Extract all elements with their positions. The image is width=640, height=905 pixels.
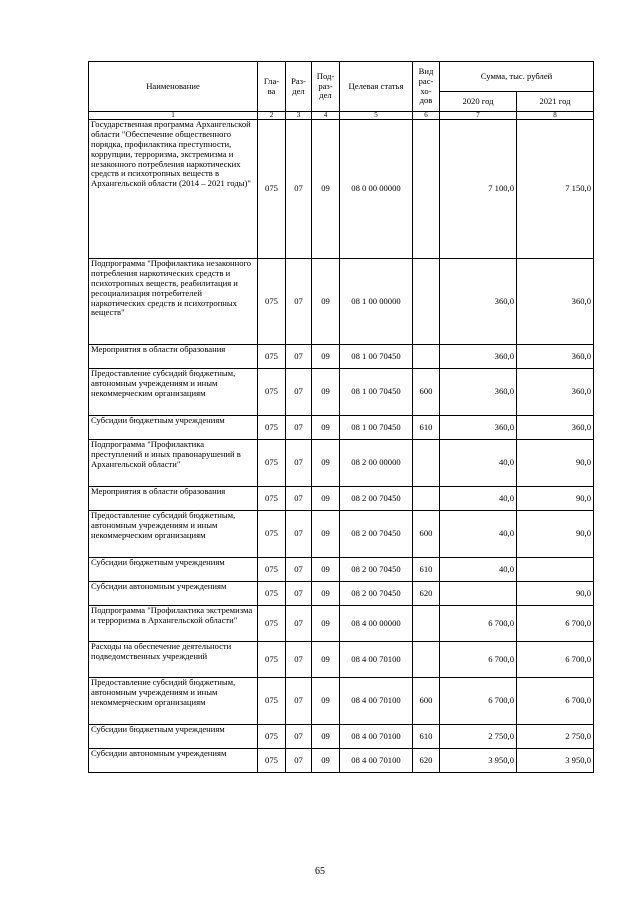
col-num: 7 [440,112,517,120]
cell-name: Предоставление субсидий бюджетным, автономным учреждениям и иным некоммерческим организациям [89,369,258,416]
cell-podrazdel: 09 [312,369,340,416]
cell-razdel: 07 [286,511,312,558]
cell-glava: 075 [258,369,286,416]
table-row [89,440,594,487]
cell-vid: 600 [413,369,440,416]
table-row [89,369,594,416]
cell-name: Мероприятия в области образования [89,345,258,369]
cell-target: 08 0 00 00000 [340,120,413,259]
cell-glava: 075 [258,120,286,259]
header-glava: Гла-ва [258,62,286,112]
cell-target: 08 1 00 70450 [340,416,413,440]
table-row [89,606,594,642]
col-num: 3 [286,112,312,120]
cell-y2021: 6 700,0 [517,678,594,725]
header-2021: 2021 год [517,92,594,112]
table-row [89,725,594,749]
cell-podrazdel: 09 [312,749,340,773]
cell-y2021: 90,0 [517,582,594,606]
cell-vid: 610 [413,725,440,749]
cell-vid: 610 [413,558,440,582]
table-row [89,582,594,606]
cell-vid [413,440,440,487]
cell-razdel: 07 [286,606,312,642]
cell-podrazdel: 09 [312,725,340,749]
cell-razdel: 07 [286,440,312,487]
cell-razdel: 07 [286,487,312,511]
cell-target: 08 1 00 00000 [340,259,413,345]
cell-y2020: 360,0 [440,259,517,345]
cell-vid [413,606,440,642]
cell-target: 08 2 00 70450 [340,511,413,558]
cell-glava: 075 [258,642,286,678]
cell-vid [413,487,440,511]
table-row [89,511,594,558]
cell-name: Субсидии бюджетным учреждениям [89,725,258,749]
col-num: 2 [258,112,286,120]
cell-y2021: 7 150,0 [517,120,594,259]
table-row [89,487,594,511]
cell-y2021: 2 750,0 [517,725,594,749]
cell-razdel: 07 [286,345,312,369]
cell-y2021: 6 700,0 [517,606,594,642]
cell-y2020: 6 700,0 [440,678,517,725]
page-number: 65 [315,866,325,877]
cell-razdel: 07 [286,120,312,259]
cell-vid: 610 [413,416,440,440]
cell-target: 08 2 00 70450 [340,582,413,606]
header-2020: 2020 год [440,92,517,112]
cell-name: Мероприятия в области образования [89,487,258,511]
col-num: 5 [340,112,413,120]
cell-y2020: 360,0 [440,369,517,416]
header-sum: Сумма, тыс. рублей [440,62,594,92]
col-num: 6 [413,112,440,120]
cell-glava: 075 [258,725,286,749]
cell-y2021: 360,0 [517,416,594,440]
cell-glava: 075 [258,511,286,558]
cell-name: Подпрограмма "Профилактика экстремизма и терроризма в Архангельской области" [89,606,258,642]
cell-target: 08 4 00 70100 [340,749,413,773]
cell-name: Субсидии бюджетным учреждениям [89,416,258,440]
cell-razdel: 07 [286,416,312,440]
header-vid: Вид рас-хо-дов [413,62,440,112]
cell-podrazdel: 09 [312,642,340,678]
cell-y2020: 7 100,0 [440,120,517,259]
table-body [89,120,594,773]
cell-razdel: 07 [286,558,312,582]
cell-target: 08 4 00 70100 [340,678,413,725]
cell-razdel: 07 [286,259,312,345]
table-row [89,259,594,345]
cell-podrazdel: 09 [312,345,340,369]
cell-y2020: 40,0 [440,440,517,487]
cell-podrazdel: 09 [312,678,340,725]
cell-target: 08 4 00 70100 [340,725,413,749]
cell-y2021: 360,0 [517,259,594,345]
cell-podrazdel: 09 [312,606,340,642]
table-row [89,749,594,773]
cell-podrazdel: 09 [312,511,340,558]
cell-y2020: 2 750,0 [440,725,517,749]
cell-y2021 [517,558,594,582]
table-row [89,558,594,582]
cell-name: Государственная программа Архангельской области "Обеспечение общественного порядка, профилактика преступности, коррупции, терроризма, экстремизма и незаконного потребления наркотических средств и психотропных веществ в Архангельской области (2014 – 2021 годы)" [89,120,258,259]
cell-name: Подпрограмма "Профилактика незаконного потребления наркотических средств и психотропных веществ, реабилитация и ресоциализация потребителей наркотических средств и психотропных веществ" [89,259,258,345]
cell-podrazdel: 09 [312,259,340,345]
cell-razdel: 07 [286,725,312,749]
cell-name: Субсидии бюджетным учреждениям [89,558,258,582]
cell-glava: 075 [258,582,286,606]
table-row [89,678,594,725]
col-num: 1 [89,112,258,120]
col-num: 4 [312,112,340,120]
cell-name: Подпрограмма "Профилактика преступлений и иных правонарушений в Архангельской области" [89,440,258,487]
cell-y2020: 6 700,0 [440,642,517,678]
cell-name: Предоставление субсидий бюджетным, автономным учреждениям и иным некоммерческим организациям [89,678,258,725]
cell-razdel: 07 [286,369,312,416]
cell-vid: 620 [413,749,440,773]
cell-y2020: 6 700,0 [440,606,517,642]
cell-vid [413,345,440,369]
cell-glava: 075 [258,558,286,582]
cell-y2021: 3 950,0 [517,749,594,773]
cell-razdel: 07 [286,642,312,678]
cell-vid [413,259,440,345]
cell-podrazdel: 09 [312,582,340,606]
cell-y2021: 360,0 [517,369,594,416]
header-target: Целевая статья [340,62,413,112]
cell-razdel: 07 [286,582,312,606]
cell-vid: 600 [413,678,440,725]
header-name: Наименование [89,62,258,112]
cell-glava: 075 [258,259,286,345]
cell-podrazdel: 09 [312,416,340,440]
cell-y2020: 360,0 [440,416,517,440]
cell-y2020: 40,0 [440,487,517,511]
cell-target: 08 1 00 70450 [340,369,413,416]
cell-glava: 075 [258,487,286,511]
cell-y2020: 360,0 [440,345,517,369]
cell-vid [413,642,440,678]
cell-name: Субсидии автономным учреждениям [89,582,258,606]
cell-vid: 600 [413,511,440,558]
cell-y2020 [440,582,517,606]
cell-y2020: 3 950,0 [440,749,517,773]
cell-y2021: 90,0 [517,440,594,487]
cell-razdel: 07 [286,749,312,773]
cell-y2020: 40,0 [440,511,517,558]
header-razdel: Раз-дел [286,62,312,112]
cell-vid [413,120,440,259]
cell-podrazdel: 09 [312,440,340,487]
table-row [89,642,594,678]
cell-target: 08 4 00 70100 [340,642,413,678]
header-podrazdel: Под-раз-дел [312,62,340,112]
cell-podrazdel: 09 [312,558,340,582]
cell-glava: 075 [258,440,286,487]
cell-y2021: 360,0 [517,345,594,369]
cell-target: 08 1 00 70450 [340,345,413,369]
cell-name: Предоставление субсидий бюджетным, автономным учреждениям и иным некоммерческим организациям [89,511,258,558]
cell-podrazdel: 09 [312,487,340,511]
cell-glava: 075 [258,416,286,440]
cell-target: 08 2 00 00000 [340,440,413,487]
cell-y2021: 90,0 [517,487,594,511]
cell-name: Субсидии автономным учреждениям [89,749,258,773]
cell-target: 08 2 00 70450 [340,558,413,582]
cell-podrazdel: 09 [312,120,340,259]
table-row [89,120,594,259]
cell-name: Расходы на обеспечение деятельности подведомственных учреждений [89,642,258,678]
cell-glava: 075 [258,678,286,725]
cell-y2020: 40,0 [440,558,517,582]
table-row [89,416,594,440]
cell-vid: 620 [413,582,440,606]
col-num: 8 [517,112,594,120]
cell-glava: 075 [258,345,286,369]
cell-target: 08 4 00 00000 [340,606,413,642]
table-row [89,345,594,369]
cell-glava: 075 [258,606,286,642]
cell-glava: 075 [258,749,286,773]
budget-table [88,61,594,773]
cell-y2021: 6 700,0 [517,642,594,678]
cell-y2021: 90,0 [517,511,594,558]
cell-razdel: 07 [286,678,312,725]
cell-target: 08 2 00 70450 [340,487,413,511]
